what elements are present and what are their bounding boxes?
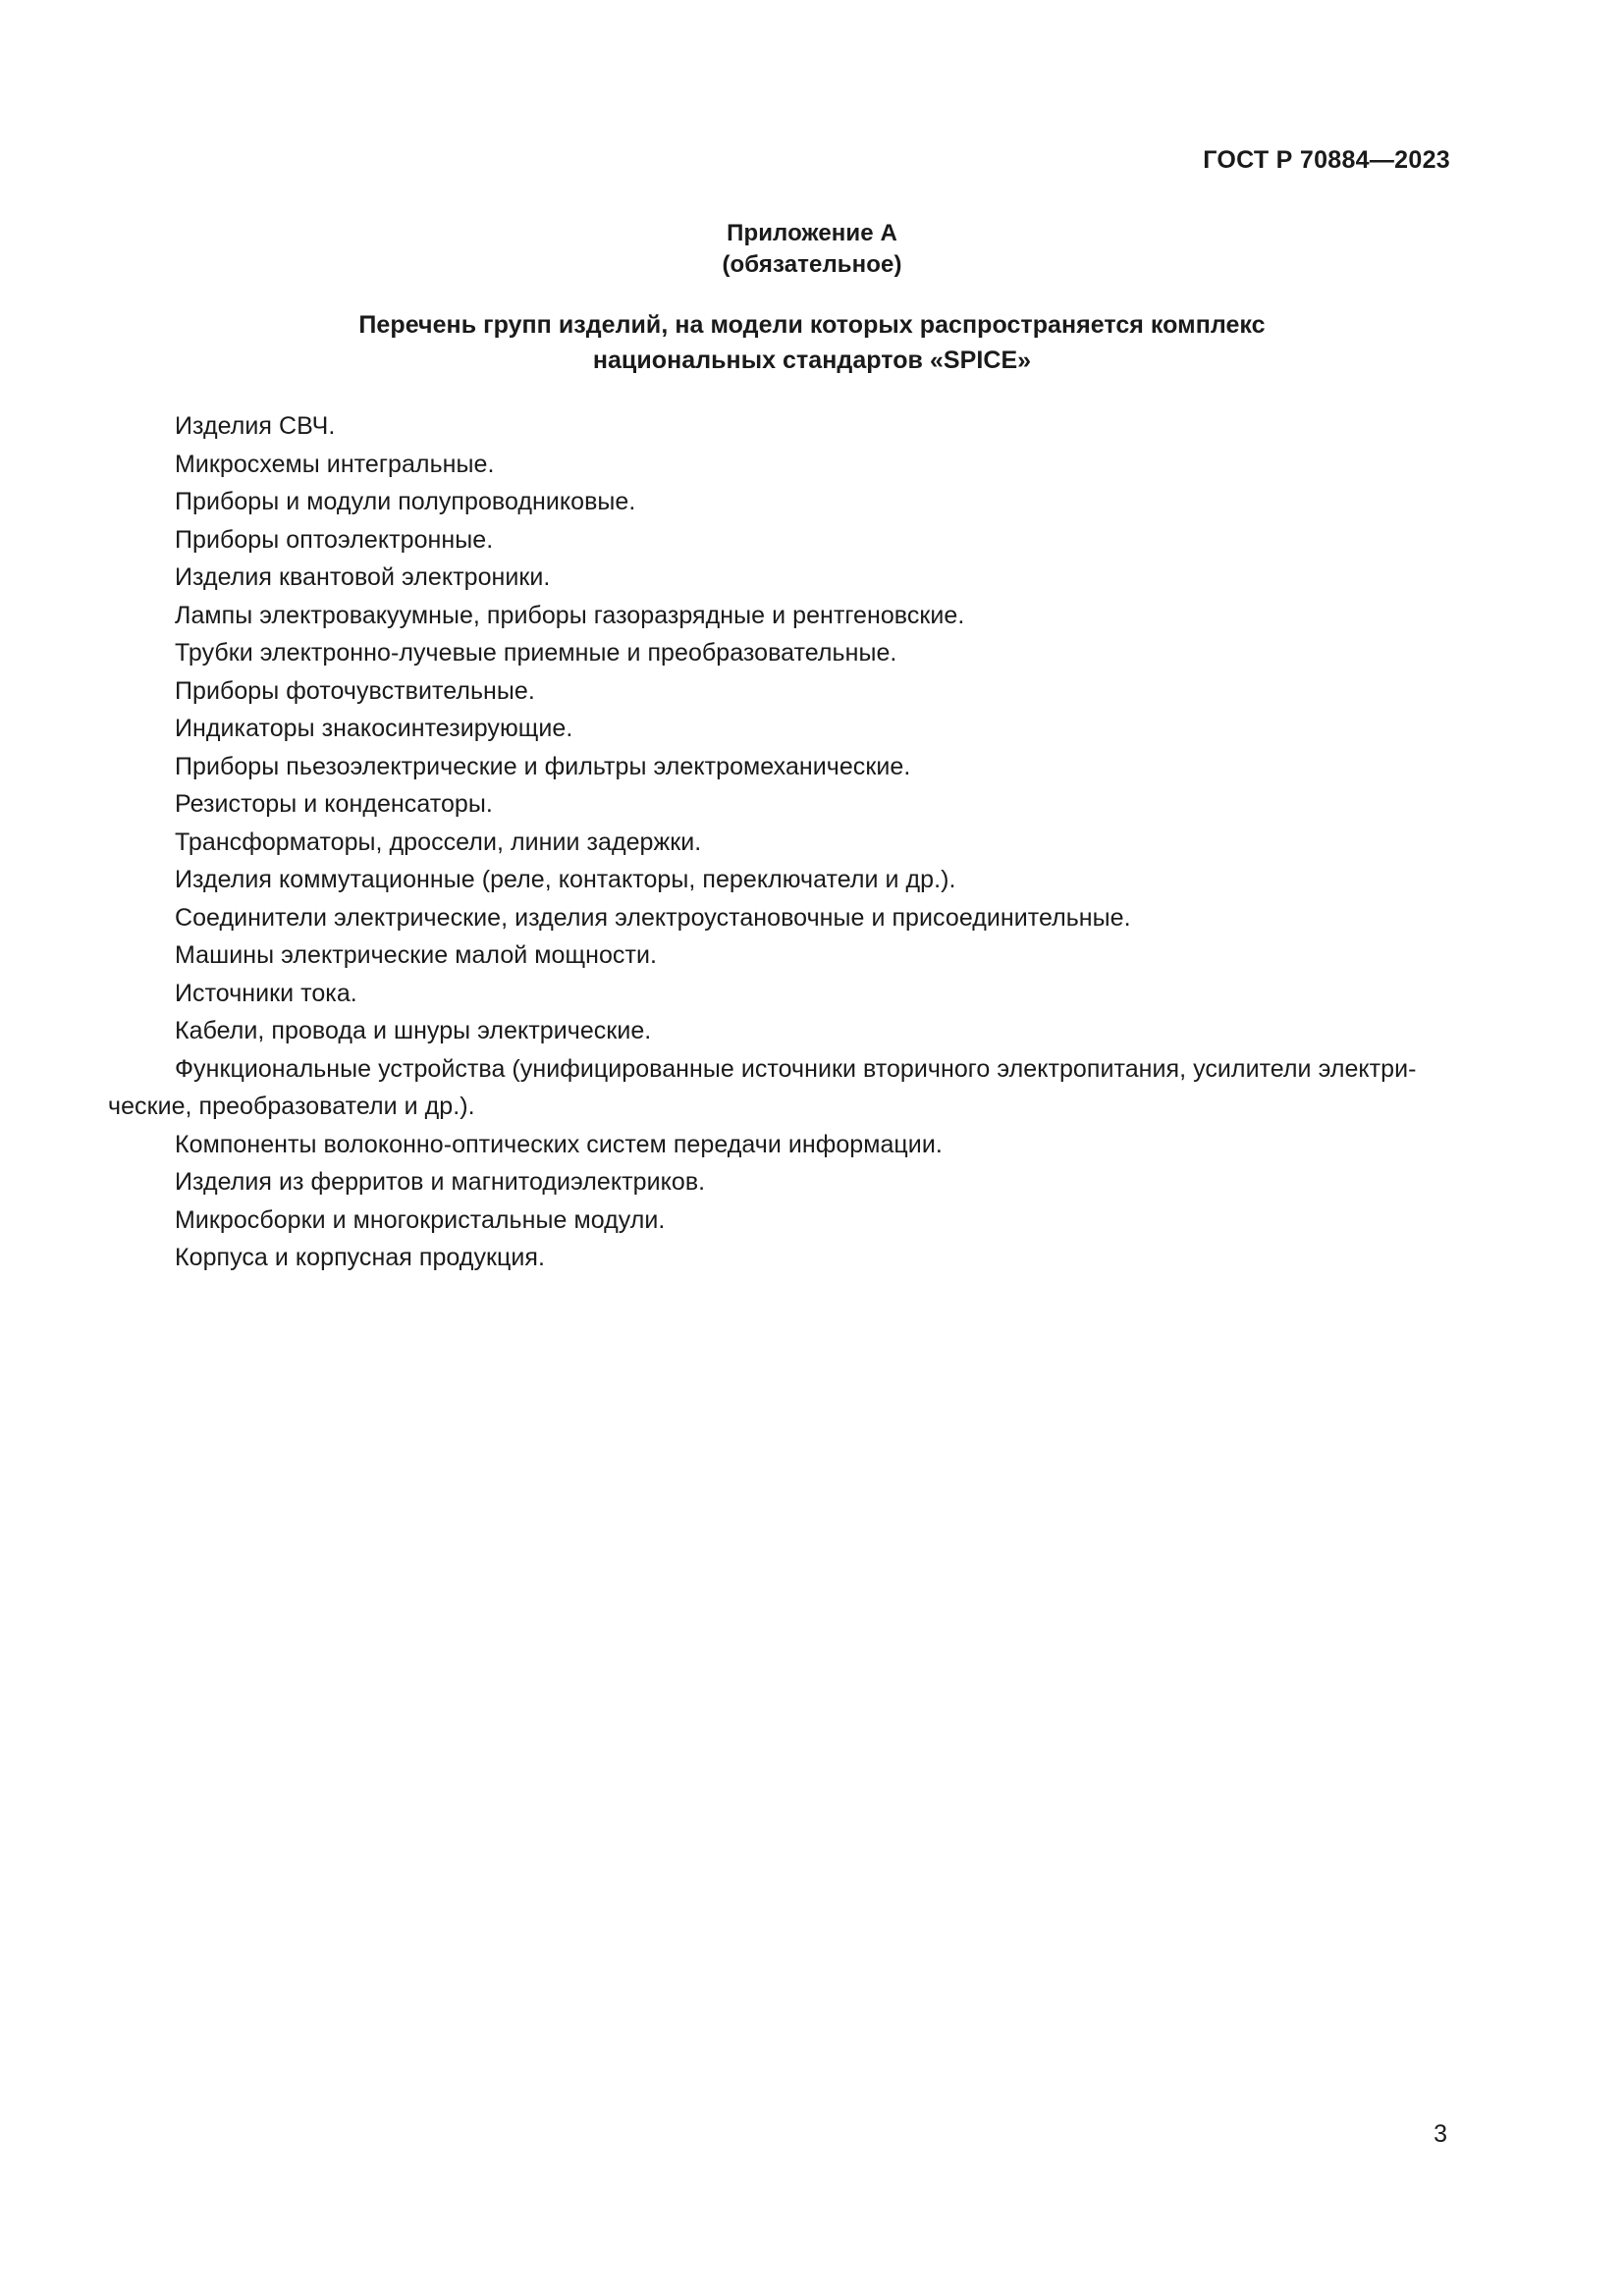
annex-title-block	[174, 307, 1450, 378]
product-group-list	[108, 407, 1443, 1277]
page-number: 3	[1434, 2120, 1447, 2148]
list-item: Источники тока.	[175, 979, 357, 1007]
list-item: Микросхемы интегральные.	[175, 450, 495, 478]
list-item: Приборы фоточувствительные.	[175, 676, 535, 705]
list-item: Лампы электровакуумные, приборы газоразрядные и рентгеновские.	[175, 601, 965, 629]
list-item: Изделия квантовой электроники.	[175, 563, 551, 591]
list-item: Машины электрические малой мощности.	[175, 941, 657, 969]
annex-heading-block	[0, 218, 1624, 281]
list-item: Функциональные устройства (унифицированные источники вторичного электропитания, усилители электри-	[175, 1054, 1417, 1083]
annex-obligation: (обязательное)	[722, 251, 902, 278]
list-item: Компоненты волоконно-оптических систем передачи информации.	[175, 1130, 943, 1158]
list-item: Соединители электрические, изделия электроустановочные и присоединительные.	[175, 903, 1131, 932]
list-item: Резисторы и конденсаторы.	[175, 790, 493, 818]
list-item: Приборы и модули полупроводниковые.	[175, 488, 636, 515]
annex-title-line-2: национальных стандартов «SPICE»	[592, 347, 1032, 374]
list-item: Изделия СВЧ.	[175, 412, 336, 440]
annex-label: Приложение А	[727, 220, 897, 246]
list-item: Изделия из ферритов и магнитодиэлектриков.	[175, 1168, 706, 1196]
list-item: Приборы оптоэлектронные.	[175, 525, 494, 554]
document-header-standard-number: ГОСТ Р 70884—2023	[1203, 146, 1450, 174]
list-item: Микросборки и многокристальные модули.	[175, 1205, 666, 1234]
list-item: Индикаторы знакосинтезирующие.	[175, 715, 573, 742]
list-item: Трансформаторы, дроссели, линии задержки.	[175, 828, 702, 856]
list-item: Трубки электронно-лучевые приемные и преобразовательные.	[175, 639, 897, 667]
list-item: Изделия коммутационные (реле, контакторы, переключатели и др.).	[175, 866, 956, 893]
list-item-continuation: ческие, преобразователи и др.).	[108, 1093, 475, 1120]
list-item: Кабели, провода и шнуры электрические.	[175, 1017, 652, 1044]
annex-title-line-1: Перечень групп изделий, на модели которых распространяется комплекс	[358, 311, 1266, 339]
list-item: Корпуса и корпусная продукция.	[175, 1244, 545, 1271]
list-item: Приборы пьезоэлектрические и фильтры электромеханические.	[175, 752, 911, 780]
